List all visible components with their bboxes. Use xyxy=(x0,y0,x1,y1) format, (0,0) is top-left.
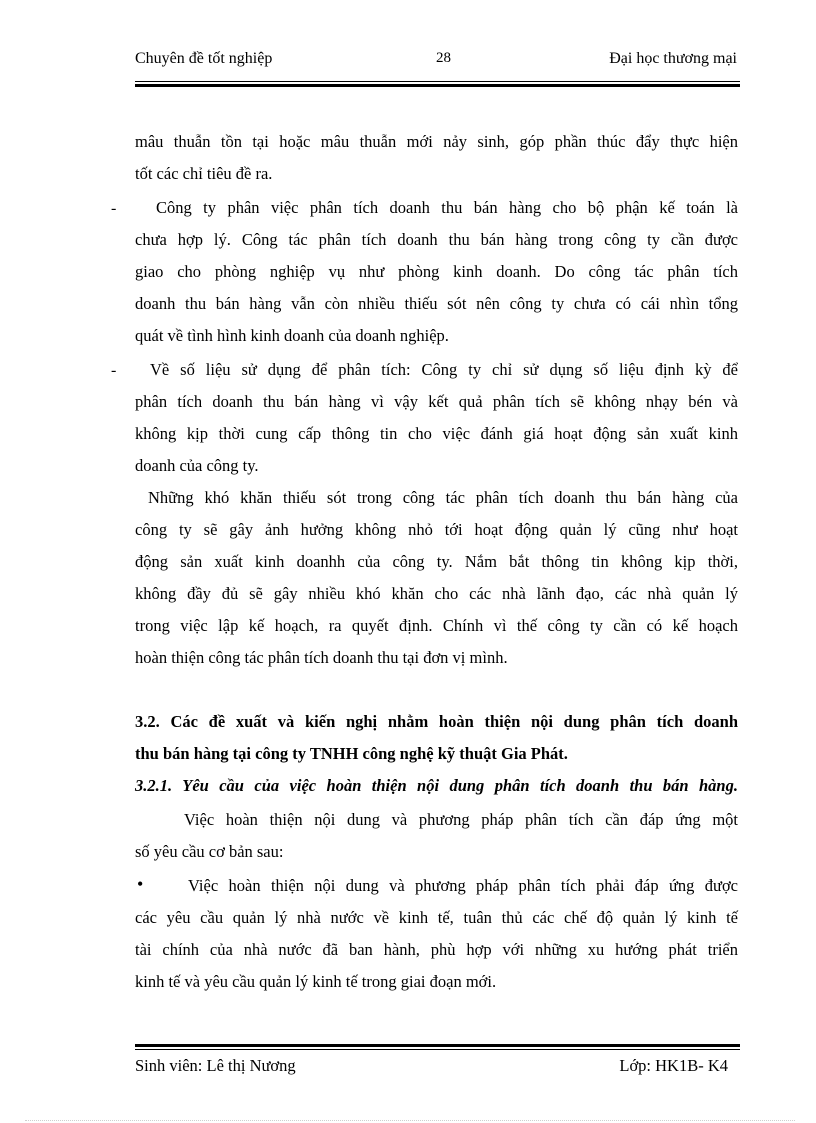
footer-rule-thick xyxy=(135,1044,740,1047)
body-line: tốt các chỉ tiêu đề ra. xyxy=(135,164,273,183)
body-line: tài chính của nhà nước đã ban hành, phù hợp với những xu hướng phát triển xyxy=(135,940,738,959)
body-line: không đầy đủ sẽ gây nhiều khó khăn cho các nhà lãnh đạo, các nhà quản lý xyxy=(135,584,738,603)
footer-class: Lớp: HK1B- K4 xyxy=(619,1056,728,1075)
section-heading: thu bán hàng tại công ty TNHH công nghệ kỹ thuật Gia Phát. xyxy=(135,744,568,763)
header-title-right: Đại học thương mại xyxy=(609,50,737,67)
header-rule-thin xyxy=(135,81,740,82)
body-line: giao cho phòng nghiệp vụ như phòng kinh doanh. Do công tác phân tích xyxy=(135,262,738,281)
body-line: các yêu cầu quản lý nhà nước về kinh tế, tuân thủ các chế độ quản lý kinh tế xyxy=(135,908,738,927)
body-line: hoàn thiện công tác phân tích doanh thu tại đơn vị mình. xyxy=(135,648,508,667)
body-line: chưa hợp lý. Công tác phân tích doanh thu bán hàng trong công ty cần được xyxy=(135,230,738,249)
body-line: quát về tình hình kinh doanh của doanh nghiệp. xyxy=(135,326,449,345)
body-line: Về số liệu sử dụng để phân tích: Công ty chỉ sử dụng số liệu định kỳ để xyxy=(150,360,738,379)
body-line: Công ty phân việc phân tích doanh thu bán hàng cho bộ phận kế toán là xyxy=(156,198,738,217)
subsection-heading: 3.2.1. Yêu cầu của việc hoàn thiện nội dung phân tích doanh thu bán hàng. xyxy=(135,776,738,795)
body-line: công ty sẽ gây ảnh hưởng không nhỏ tới hoạt động quản lý cũng như hoạt xyxy=(135,520,738,539)
body-line: Việc hoàn thiện nội dung và phương pháp phân tích cần đáp ứng một xyxy=(184,810,738,829)
header-title-left: Chuyên đề tốt nghiệp xyxy=(135,50,273,67)
body-line: Việc hoàn thiện nội dung và phương pháp phân tích phải đáp ứng được xyxy=(188,876,738,895)
footer-student: Sinh viên: Lê thị Nương xyxy=(135,1056,296,1075)
body-line: kinh tế và yêu cầu quản lý kinh tế trong giai đoạn mới. xyxy=(135,972,497,991)
page-number: 28 xyxy=(436,50,451,66)
body-line: doanh của công ty. xyxy=(135,456,259,475)
body-line: trong việc lập kế hoạch, ra quyết định. Chính vì thế công ty cần có kế hoạch xyxy=(135,616,738,635)
dash-marker: - xyxy=(111,200,117,217)
dash-marker: - xyxy=(111,362,117,379)
body-line: mâu thuẫn tồn tại hoặc mâu thuẫn mới nảy sinh, góp phần thúc đẩy thực hiện xyxy=(135,132,738,151)
body-line: số yêu cầu cơ bản sau: xyxy=(135,842,284,861)
bullet-marker: • xyxy=(137,874,144,894)
body-line: Những khó khăn thiếu sót trong công tác phân tích doanh thu bán hàng của xyxy=(148,488,738,507)
section-heading: 3.2. Các đề xuất và kiến nghị nhằm hoàn thiện nội dung phân tích doanh xyxy=(135,712,738,731)
footer-rule-thin xyxy=(135,1049,740,1050)
body-line: doanh thu bán hàng vẫn còn nhiều thiếu sót nên công ty chưa có cái nhìn tổng xyxy=(135,294,738,313)
body-line: không kịp thời cung cấp thông tin cho việc đánh giá hoạt động sản xuất kinh xyxy=(135,424,738,443)
header-rule-thick xyxy=(135,84,740,87)
page-edge-divider xyxy=(25,1120,795,1121)
body-line: động sản xuất kinh doanhh của công ty. Nắm bắt thông tin không kịp thời, xyxy=(135,552,738,571)
body-line: phân tích doanh thu bán hàng vì vậy kết quả phân tích sẽ không nhạy bén và xyxy=(135,392,738,411)
